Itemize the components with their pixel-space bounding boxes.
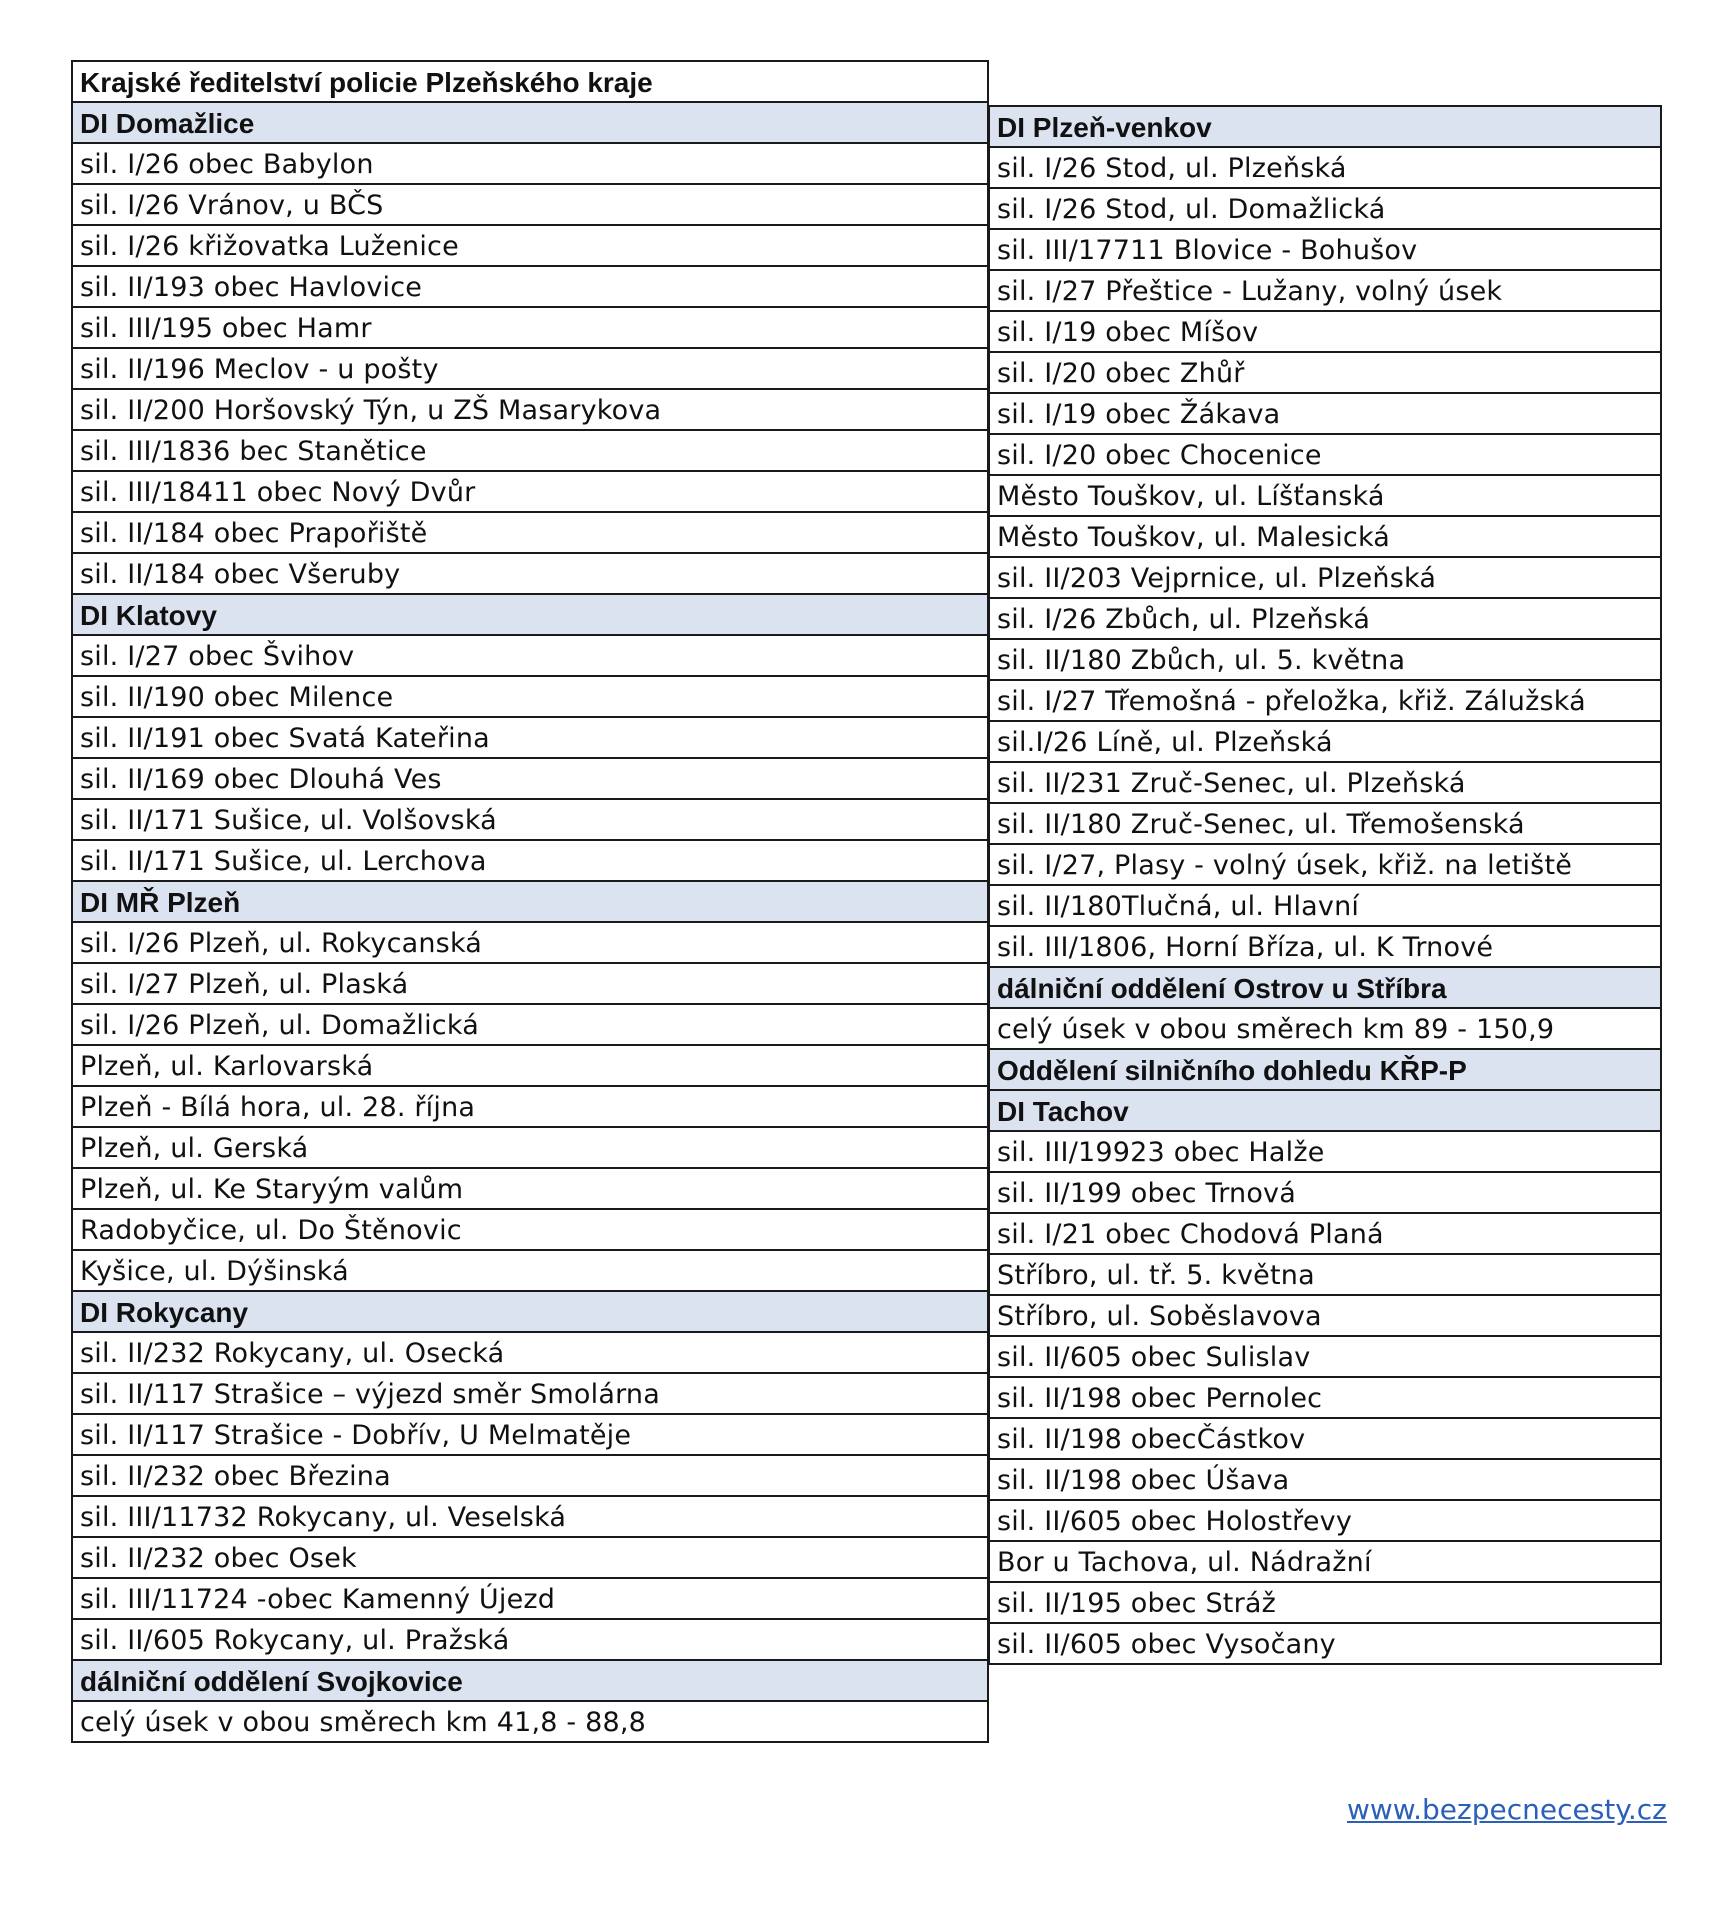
table-row: sil. III/1806, Horní Bříza, ul. K Trnové <box>988 925 1662 968</box>
table-row: celý úsek v obou směrech km 41,8 - 88,8 <box>71 1700 989 1743</box>
table-row: sil. I/27 obec Švihov <box>71 634 989 677</box>
table-row: sil. II/169 obec Dlouhá Ves <box>71 757 989 800</box>
table-row: sil. I/26 Plzeň, ul. Rokycanská <box>71 921 989 964</box>
table-row: sil. III/1836 bec Stanětice <box>71 429 989 472</box>
table-row: Město Touškov, ul. Líšťanská <box>988 474 1662 517</box>
section-header: DI Domažlice <box>71 101 989 144</box>
section-header: dálniční oddělení Ostrov u Stříbra <box>988 966 1662 1009</box>
table-row: sil. I/19 obec Míšov <box>988 310 1662 353</box>
table-row: sil. II/190 obec Milence <box>71 675 989 718</box>
table-row: sil. I/26 Vránov, u BČS <box>71 183 989 226</box>
table-row: sil. I/27 Plzeň, ul. Plaská <box>71 962 989 1005</box>
table-row: Stříbro, ul. Soběslavova <box>988 1294 1662 1337</box>
table-row: sil. II/605 Rokycany, ul. Pražská <box>71 1618 989 1661</box>
table-row: sil. II/117 Strašice - Dobřív, U Melmatěje <box>71 1413 989 1456</box>
table-row: sil. II/203 Vejprnice, ul. Plzeňská <box>988 556 1662 599</box>
table-row: sil. I/26 Zbůch, ul. Plzeňská <box>988 597 1662 640</box>
table-row: sil. III/18411 obec Nový Dvůr <box>71 470 989 513</box>
table-row: Plzeň, ul. Gerská <box>71 1126 989 1169</box>
table-row: sil. II/117 Strašice – výjezd směr Smolárna <box>71 1372 989 1415</box>
left-table <box>71 60 989 1743</box>
table-row: sil. II/195 obec Stráž <box>988 1581 1662 1624</box>
table-row: sil. I/20 obec Chocenice <box>988 433 1662 476</box>
table-row: sil. II/232 Rokycany, ul. Osecká <box>71 1331 989 1374</box>
table-row: sil. III/195 obec Hamr <box>71 306 989 349</box>
section-header: dálniční oddělení Svojkovice <box>71 1659 989 1702</box>
table-row: sil. II/232 obec Osek <box>71 1536 989 1579</box>
table-row: sil. I/19 obec Žákava <box>988 392 1662 435</box>
table-row: sil. I/27 Třemošná - přeložka, křiž. Zálužská <box>988 679 1662 722</box>
table-row: Kyšice, ul. Dýšinská <box>71 1249 989 1292</box>
table-row: sil. II/605 obec Holostřevy <box>988 1499 1662 1542</box>
table-row: sil. II/200 Horšovský Týn, u ZŠ Masarykova <box>71 388 989 431</box>
table-row: sil. II/180 Zruč-Senec, ul. Třemošenská <box>988 802 1662 845</box>
table-row: celý úsek v obou směrech km 89 - 150,9 <box>988 1007 1662 1050</box>
table-row: Plzeň, ul. Ke Staryým valům <box>71 1167 989 1210</box>
table-row: sil. II/605 obec Vysočany <box>988 1622 1662 1665</box>
table-title: Krajské ředitelství policie Plzeňského kraje <box>71 60 989 103</box>
table-row: sil. III/17711 Blovice - Bohušov <box>988 228 1662 271</box>
table-row: Stříbro, ul. tř. 5. května <box>988 1253 1662 1296</box>
table-row: sil. II/199 obec Trnová <box>988 1171 1662 1214</box>
table-row: sil. I/21 obec Chodová Planá <box>988 1212 1662 1255</box>
table-row: sil. II/184 obec Prapořiště <box>71 511 989 554</box>
right-table-spacer <box>988 60 1662 105</box>
table-row: sil. III/19923 obec Halže <box>988 1130 1662 1173</box>
table-row: sil. II/193 obec Havlovice <box>71 265 989 308</box>
section-header: DI Klatovy <box>71 593 989 636</box>
table-row: Město Touškov, ul. Malesická <box>988 515 1662 558</box>
table-row: sil. I/20 obec Zhůř <box>988 351 1662 394</box>
table-row: sil. I/26 Plzeň, ul. Domažlická <box>71 1003 989 1046</box>
table-row: sil. II/171 Sušice, ul. Lerchova <box>71 839 989 882</box>
table-row: sil. II/180Tlučná, ul. Hlavní <box>988 884 1662 927</box>
table-row: Plzeň, ul. Karlovarská <box>71 1044 989 1087</box>
section-header: DI MŘ Plzeň <box>71 880 989 923</box>
section-header: DI Plzeň-venkov <box>988 105 1662 148</box>
right-table <box>988 60 1662 1665</box>
table-row: sil. II/198 obecČástkov <box>988 1417 1662 1460</box>
table-row: sil. III/11724 -obec Kamenný Újezd <box>71 1577 989 1620</box>
table-row: sil. III/11732 Rokycany, ul. Veselská <box>71 1495 989 1538</box>
table-row: sil.I/26 Líně, ul. Plzeňská <box>988 720 1662 763</box>
table-row: sil. II/184 obec Všeruby <box>71 552 989 595</box>
table-row: sil. II/198 obec Úšava <box>988 1458 1662 1501</box>
section-header: DI Rokycany <box>71 1290 989 1333</box>
table-row: Bor u Tachova, ul. Nádražní <box>988 1540 1662 1583</box>
table-row: sil. I/27 Přeštice - Lužany, volný úsek <box>988 269 1662 312</box>
section-header: DI Tachov <box>988 1089 1662 1132</box>
section-header: Oddělení silničního dohledu KŘP-P <box>988 1048 1662 1091</box>
table-row: Radobyčice, ul. Do Štěnovic <box>71 1208 989 1251</box>
table-row: sil. II/180 Zbůch, ul. 5. května <box>988 638 1662 681</box>
table-row: sil. II/191 obec Svatá Kateřina <box>71 716 989 759</box>
table-row: Plzeň - Bílá hora, ul. 28. října <box>71 1085 989 1128</box>
table-row: sil. II/231 Zruč-Senec, ul. Plzeňská <box>988 761 1662 804</box>
table-row: sil. II/198 obec Pernolec <box>988 1376 1662 1419</box>
table-row: sil. II/232 obec Březina <box>71 1454 989 1497</box>
table-row: sil. I/26 křižovatka Luženice <box>71 224 989 267</box>
table-row: sil. II/196 Meclov - u pošty <box>71 347 989 390</box>
table-row: sil. I/26 Stod, ul. Domažlická <box>988 187 1662 230</box>
table-row: sil. II/605 obec Sulislav <box>988 1335 1662 1378</box>
table-row: sil. I/26 Stod, ul. Plzeňská <box>988 146 1662 189</box>
website-link[interactable]: www.bezpecnecesty.cz <box>1347 1793 1667 1826</box>
table-row: sil. I/27, Plasy - volný úsek, křiž. na letiště <box>988 843 1662 886</box>
table-row: sil. II/171 Sušice, ul. Volšovská <box>71 798 989 841</box>
table-row: sil. I/26 obec Babylon <box>71 142 989 185</box>
